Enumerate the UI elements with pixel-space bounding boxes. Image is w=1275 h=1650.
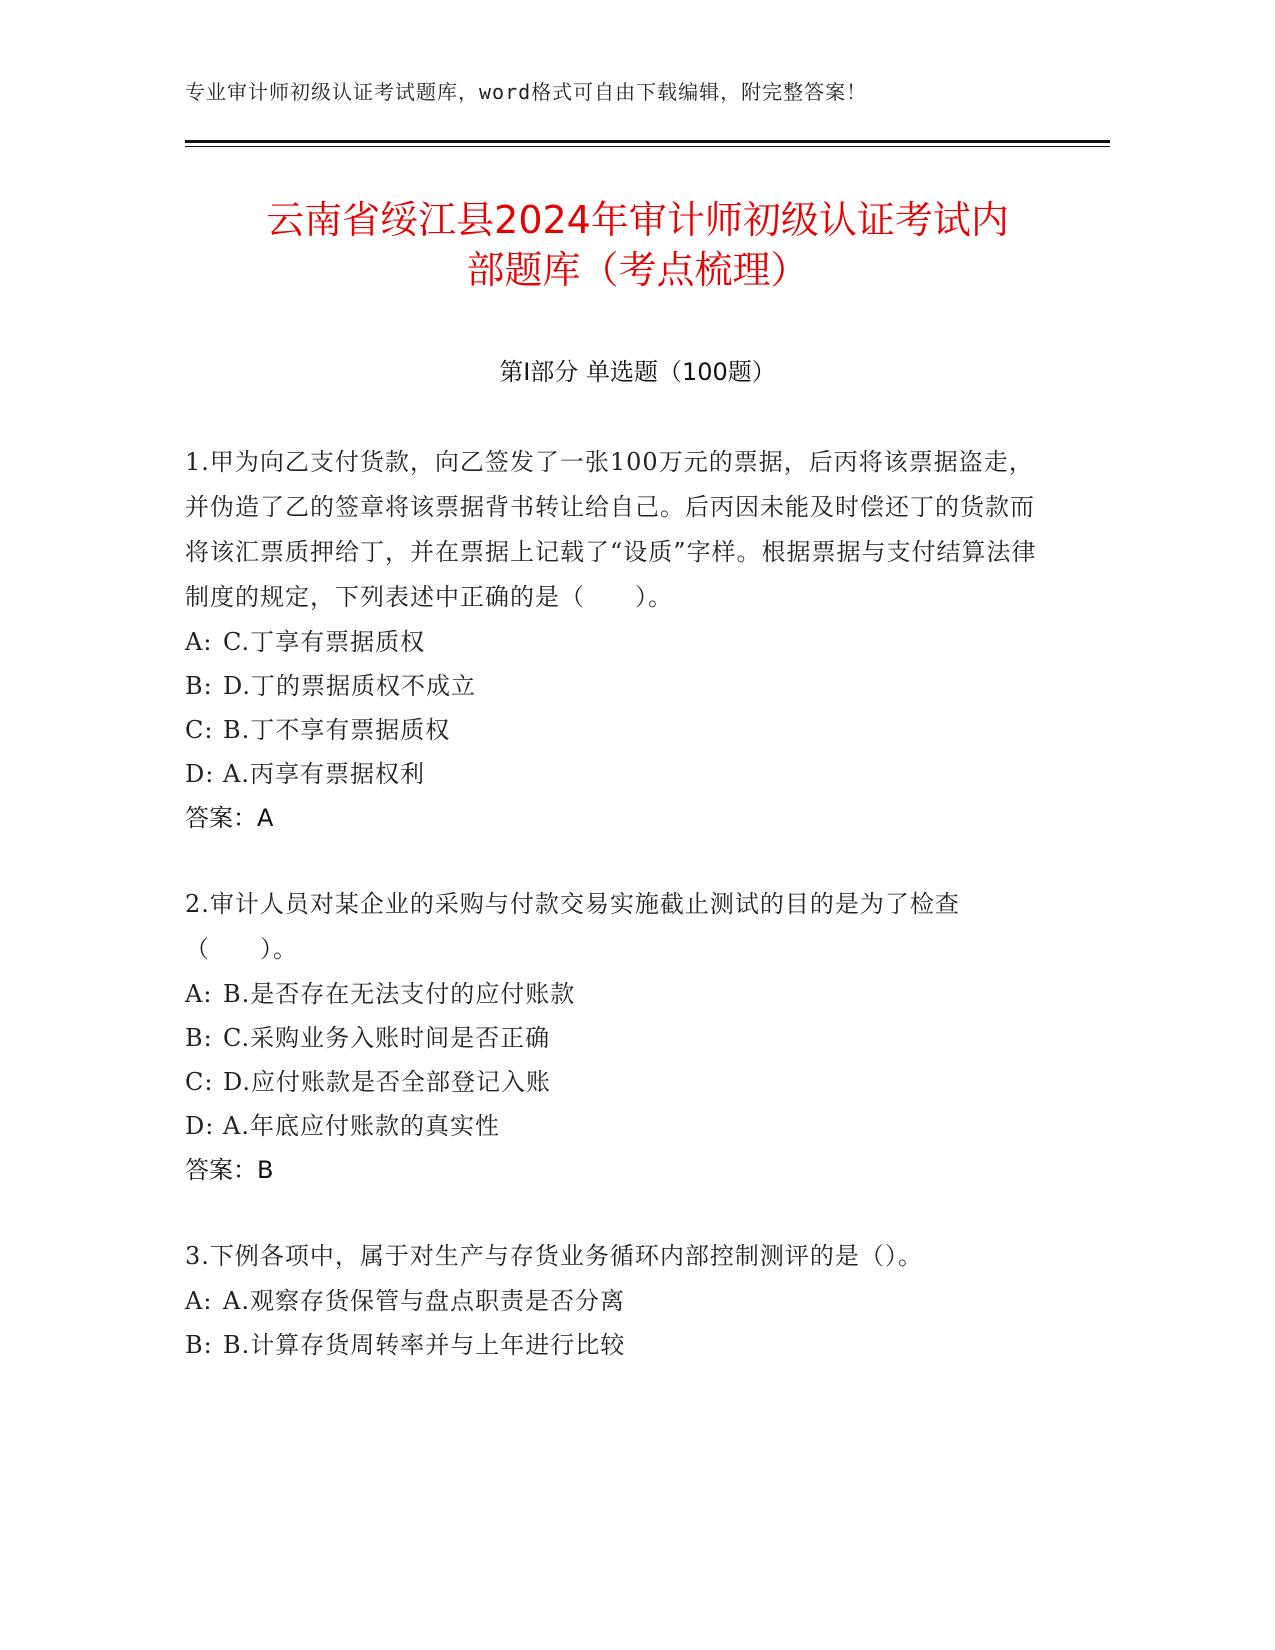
option-text: B.是否存在无法支付的应付账款: [223, 980, 576, 1008]
header-rule-thin: [185, 146, 1110, 147]
document-title: [150, 195, 1125, 295]
option-c: [185, 708, 1055, 752]
option-b: [185, 1323, 1055, 1367]
option-letter: C:: [185, 716, 214, 744]
question-stem: 3.下例各项中，属于对生产与存货业务循环内部控制测评的是（）。: [185, 1242, 923, 1270]
option-text: A.丙享有票据权利: [223, 760, 425, 788]
option-text: D.丁的票据质权不成立: [223, 672, 477, 700]
option-text: B.计算存货周转率并与上年进行比较: [223, 1331, 626, 1359]
title-line-1: 云南省绥江县2024年审计师初级认证考试内: [266, 198, 1009, 242]
option-letter: C:: [185, 1068, 214, 1096]
option-text: A.观察存货保管与盘点职责是否分离: [223, 1287, 625, 1315]
option-text: C.采购业务入账时间是否正确: [223, 1024, 551, 1052]
header-rule-thick: [185, 140, 1110, 143]
option-d: [185, 752, 1055, 796]
option-b: [185, 664, 1055, 708]
option-text: D.应付账款是否全部登记入账: [223, 1068, 552, 1096]
option-letter: B:: [185, 672, 213, 700]
option-d: [185, 1104, 1055, 1148]
question-1: [185, 440, 1055, 840]
question-list: [185, 440, 1055, 1409]
option-letter: A:: [185, 628, 213, 656]
answer-line: 答案：B: [185, 1156, 274, 1184]
question-2: [185, 882, 1055, 1192]
option-letter: A:: [185, 1287, 213, 1315]
option-text: A.年底应付账款的真实性: [223, 1112, 500, 1140]
option-letter: D:: [185, 760, 215, 788]
option-letter: B:: [185, 1331, 213, 1359]
option-a: [185, 620, 1055, 664]
option-a: [185, 1279, 1055, 1323]
option-text: C.丁享有票据质权: [223, 628, 426, 656]
option-text: B.丁不享有票据质权: [223, 716, 451, 744]
question-stem: 1.甲为向乙支付货款，向乙签发了一张100万元的票据，后丙将该票据盗走，并伪造了乙的签章将该票据背书转让给自己。后丙因未能及时偿还丁的货款而将该汇票质押给丁，并在票据上记载了“设质”字样。根据票据与支付结算法律制度的规定，下列表述中正确的是（ ）。: [185, 448, 1037, 611]
answer-line: 答案：A: [185, 804, 274, 832]
option-letter: B:: [185, 1024, 213, 1052]
section-title: 第Ⅰ部分 单选题（100题）: [499, 358, 776, 386]
option-letter: D:: [185, 1112, 215, 1140]
title-line-2: 部题库（考点梳理）: [466, 248, 809, 292]
option-letter: A:: [185, 980, 213, 1008]
header-note: 专业审计师初级认证考试题库，word格式可自由下载编辑，附完整答案！: [185, 80, 868, 104]
option-c: [185, 1060, 1055, 1104]
question-3: [185, 1234, 1055, 1367]
option-a: [185, 972, 1055, 1016]
question-stem: 2.审计人员对某企业的采购与付款交易实施截止测试的目的是为了检查（ ）。: [185, 890, 960, 963]
option-b: [185, 1016, 1055, 1060]
